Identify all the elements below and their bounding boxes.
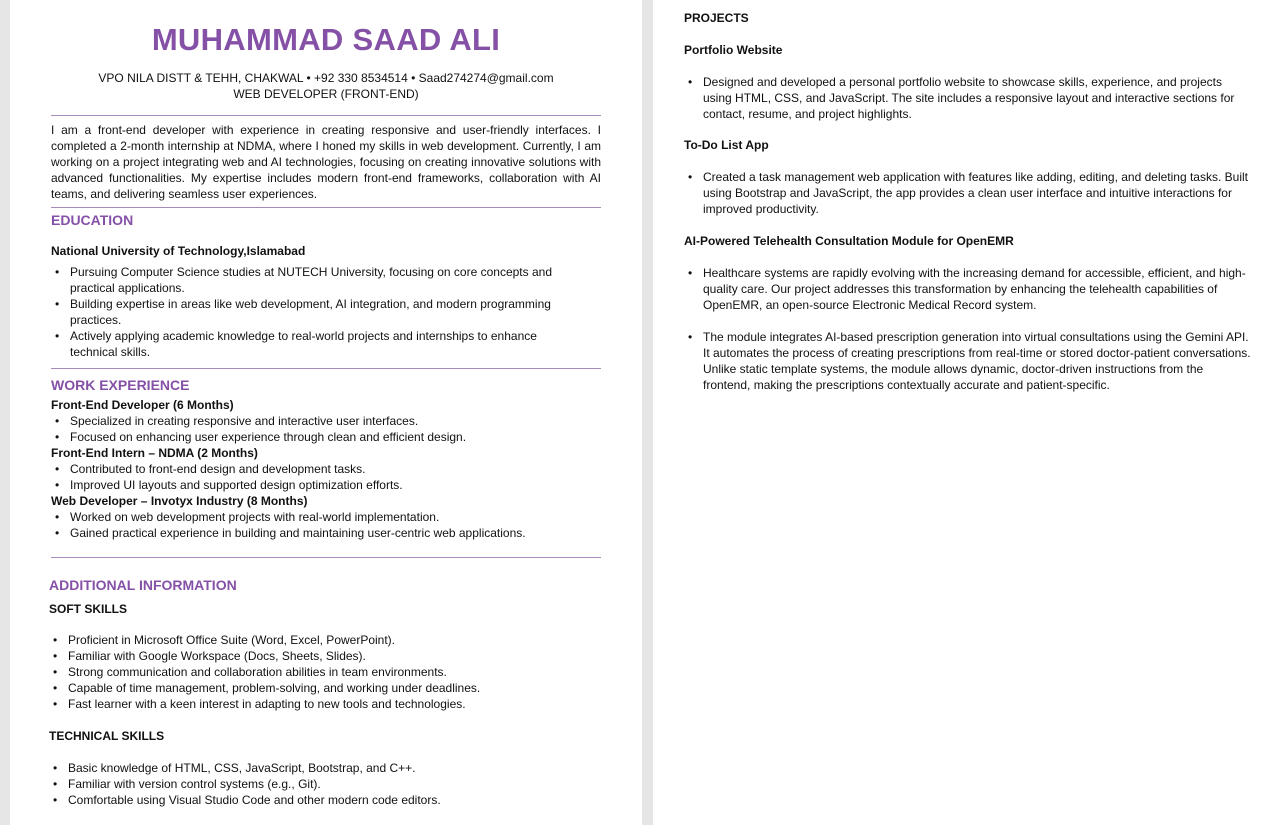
project-description (684, 74, 1252, 122)
list-item: • Capable of time management, problem-solving, and working under deadlines. (49, 680, 599, 696)
list-item: • The module integrates AI-based prescription generation into virtual consultations using the Gemini API. It automates the process of creating prescriptions from real-time or stored doctor-patient conversations. Unlike static template systems, the module allows dynamic, doctor-driven instructions from the frontend, making the prescriptions contextually accurate and patient-specific. (684, 329, 1252, 393)
contact-line: VPO NILA DISTT & TEHH, CHAKWAL • +92 330 8534514 • Saad274274@gmail.com (98, 71, 554, 85)
list-item: • Healthcare systems are rapidly evolving with the increasing demand for accessible, efficient, and high-quality care. Our project addresses this transformation by enhancing the telehealth capabilities of OpenEMR, an open-source Electronic Medical Record system. (684, 265, 1252, 313)
divider (51, 115, 601, 116)
soft-skills-heading: SOFT SKILLS (49, 602, 127, 616)
list-item: • Focused on enhancing user experience through clean and efficient design. (51, 429, 601, 445)
list-item: • Actively applying academic knowledge to real-world projects and internships to enhance technical skills. (51, 328, 581, 360)
job-role: WEB DEVELOPER (FRONT-END) (233, 87, 419, 101)
list-item: • Proficient in Microsoft Office Suite (Word, Excel, PowerPoint). (49, 632, 599, 648)
project-description (684, 265, 1252, 393)
project-title: Portfolio Website (684, 43, 783, 57)
job-title: Web Developer – Invotyx Industry (8 Months) (51, 494, 308, 508)
list-item: • Designed and developed a personal portfolio website to showcase skills, experience, and projects using HTML, CSS, and JavaScript. The site includes a responsive layout and interactive sections for contact, resume, and project highlights. (684, 74, 1252, 122)
list-item: • Familiar with version control systems (e.g., Git). (49, 776, 599, 792)
list-item: • Strong communication and collaboration abilities in team environments. (49, 664, 599, 680)
divider (51, 207, 601, 208)
profile-summary: I am a front-end developer with experience in creating responsive and user-friendly interfaces. I completed a 2-month internship at NDMA, where I honed my skills in web development. Currently, I am working on a project integrating web and AI technologies, focusing on creating innovative solutions with advanced functionalities. My expertise includes modern front-end frameworks, collaboration with AI teams, and delivering seamless user experiences. (51, 123, 601, 201)
list-item: • Improved UI layouts and supported design optimization efforts. (51, 477, 601, 493)
list-item: • Specialized in creating responsive and interactive user interfaces. (51, 413, 601, 429)
list-item: • Familiar with Google Workspace (Docs, Sheets, Slides). (49, 648, 599, 664)
list-item: • Worked on web development projects with real-world implementation. (51, 509, 601, 525)
technical-skills-heading: TECHNICAL SKILLS (49, 729, 165, 743)
education-institution: National University of Technology,Islamabad (51, 244, 306, 258)
list-item: • Fast learner with a keen interest in adapting to new tools and technologies. (49, 696, 599, 712)
job-duties (51, 509, 601, 541)
additional-heading: ADDITIONAL INFORMATION (49, 577, 237, 593)
divider (51, 557, 601, 558)
project-title: AI-Powered Telehealth Consultation Module for OpenEMR (684, 234, 1014, 248)
list-item: • Contributed to front-end design and development tasks. (51, 461, 601, 477)
list-item: • Building expertise in areas like web development, AI integration, and modern programming practices. (51, 296, 581, 328)
list-item: • Created a task management web application with features like adding, editing, and deleting tasks. Built using Bootstrap and JavaScript, the app provides a clean user interface and intuitive interactions for improved productivity. (684, 169, 1252, 217)
list-item: • Gained practical experience in building and maintaining user-centric web applications. (51, 525, 601, 541)
job-duties (51, 413, 601, 445)
projects-heading: PROJECTS (684, 11, 749, 25)
project-description (684, 169, 1252, 217)
education-list (51, 264, 581, 360)
project-title: To-Do List App (684, 138, 769, 152)
soft-skills-list (49, 632, 599, 712)
job-title: Front-End Developer (6 Months) (51, 398, 234, 412)
job-duties (51, 461, 601, 493)
education-heading: EDUCATION (51, 212, 134, 228)
divider (51, 368, 601, 369)
job-title: Front-End Intern – NDMA (2 Months) (51, 446, 258, 460)
list-item: • Comfortable using Visual Studio Code and other modern code editors. (49, 792, 599, 808)
list-item: • Pursuing Computer Science studies at NUTECH University, focusing on core concepts and practical applications. (51, 264, 581, 296)
technical-skills-list (49, 760, 599, 808)
resume-page-2 (653, 0, 1282, 825)
list-item: • Basic knowledge of HTML, CSS, JavaScript, Bootstrap, and C++. (49, 760, 599, 776)
work-heading: WORK EXPERIENCE (51, 377, 190, 393)
candidate-name: MUHAMMAD SAAD ALI (151, 22, 501, 57)
resume-page-1 (10, 0, 642, 825)
